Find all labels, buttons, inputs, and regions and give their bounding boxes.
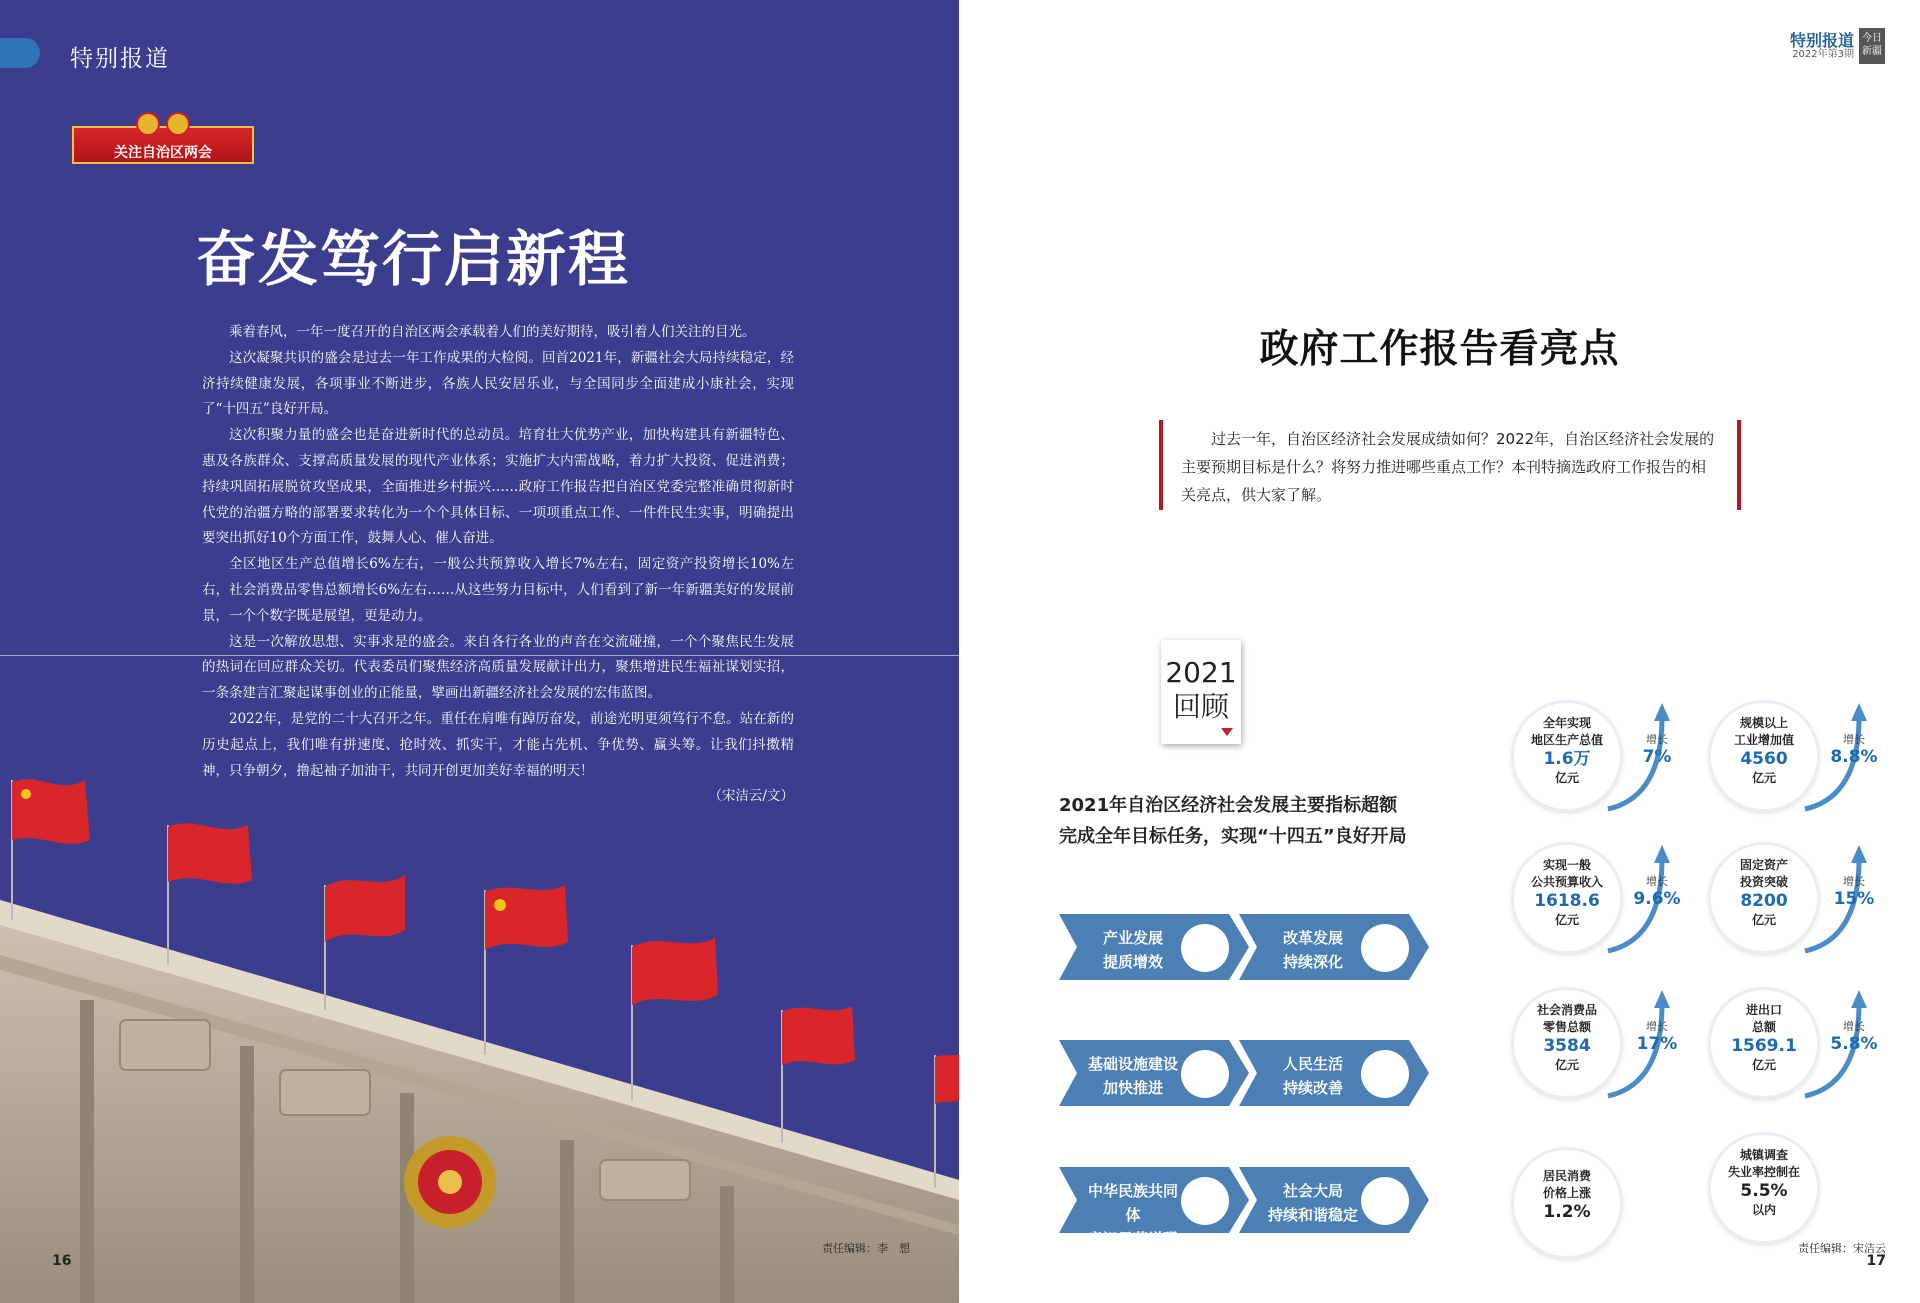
- editor-credit: 责任编辑：李 想: [822, 1242, 910, 1255]
- stat-label: 工业增加值: [1733, 733, 1794, 747]
- issue-number: 2022年第3期: [1792, 48, 1854, 60]
- wallet-icon: [1361, 1050, 1409, 1098]
- unemployment-stat: [1711, 1135, 1817, 1241]
- article-title: 奋发笃行启新程: [196, 225, 630, 295]
- cppcc-emblem-icon: [166, 112, 190, 136]
- chevron-line: 持续深化: [1282, 953, 1343, 971]
- section-heading: 特别报道: [70, 46, 170, 72]
- growth-label: 增长: [1646, 875, 1668, 888]
- growth-rate: [1824, 733, 1884, 767]
- stat-value: 3584: [1543, 1036, 1591, 1056]
- stat-label: 进出口: [1745, 1003, 1782, 1017]
- chevron-line: 社会大局: [1282, 1182, 1343, 1200]
- growth-label: 增长: [1646, 733, 1668, 746]
- chevron-line: 提质增效: [1102, 953, 1163, 971]
- stat-unit: 以内: [1751, 1203, 1776, 1217]
- paragraph: 2022年，是党的二十大召开之年。重任在肩唯有踔厉奋发，前途光明更须笃行不怠。站在新的历史起点上，我们唯有拼速度、抢时效、抓实干，才能占先机、争优势、赢头筹。让我们抖擞精神，只争朝夕，撸起袖子加油干，共同开创更加美好幸福的明天！: [202, 710, 794, 779]
- paragraph: 这次凝聚共识的盛会是过去一年工作成果的大检阅。回首2021年，新疆社会大局持续稳定，经济持续健康发展，各项事业不断进步，各族人民安居乐业，与全国同步全面建成小康社会，实现了“十四五”良好开局。: [202, 349, 794, 418]
- growth-value: 9.6%: [1633, 889, 1681, 909]
- stat-unit: 亿元: [1554, 1058, 1579, 1072]
- goal-chevron: [1239, 914, 1429, 980]
- stat-label: 居民消费: [1542, 1169, 1591, 1183]
- cycle-arrows-icon: [1181, 1050, 1229, 1098]
- stat-value: 1.2%: [1543, 1202, 1591, 1222]
- growth-rate: [1824, 875, 1884, 909]
- editor-credit: 责任编辑：宋洁云: [1798, 1242, 1886, 1255]
- running-header: [1790, 28, 1885, 64]
- review-year: 2021: [1165, 656, 1237, 689]
- chevron-line: 持续和谐稳定: [1267, 1206, 1358, 1224]
- paragraph: 乘着春风，一年一度召开的自治区两会承载着人们的美好期待，吸引着人们关注的目光。: [229, 324, 756, 340]
- stat-label: 地区生产总值: [1530, 733, 1603, 747]
- gears-icon: [1361, 924, 1409, 972]
- magazine-logo: [1859, 28, 1885, 64]
- stat-value: 8200: [1740, 891, 1788, 911]
- stat-label: 价格上涨: [1542, 1186, 1591, 1200]
- goal-chevron: [1239, 1040, 1429, 1106]
- intro-text: 过去一年，自治区经济社会发展成绩如何？2022年，自治区经济社会发展的主要预期目标是什么？将努力推进哪些重点工作？本刊特摘选政府工作报告的相关亮点，供大家了解。: [1181, 430, 1715, 504]
- great-hall-flags-photo: [0, 720, 959, 1303]
- stat-label: 投资突破: [1739, 875, 1788, 889]
- growth-label: 增长: [1843, 875, 1865, 888]
- lock-icon: [1361, 1177, 1409, 1225]
- stat-unit: 亿元: [1554, 771, 1579, 785]
- right-page: [959, 0, 1920, 1303]
- growth-value: 8.8%: [1830, 747, 1878, 767]
- stat-label: 全年实现: [1542, 716, 1591, 730]
- stat-label: 实现一般: [1542, 858, 1591, 872]
- stat-label: 城镇调查: [1739, 1148, 1788, 1162]
- stat-unit: 亿元: [1751, 771, 1776, 785]
- chevron-line: 加快推进: [1102, 1079, 1163, 1097]
- left-page: [0, 0, 959, 1303]
- growth-value: 5.8%: [1830, 1034, 1878, 1054]
- growth-label: 增长: [1843, 1020, 1865, 1033]
- logo-line: 新疆: [1862, 46, 1882, 57]
- stat-value: 4560: [1740, 749, 1788, 769]
- growth-value: 7%: [1642, 747, 1672, 767]
- growth-value: 15%: [1833, 889, 1875, 909]
- topic-badge-label: 关注自治区两会: [114, 145, 212, 161]
- national-emblem-icon: [136, 112, 160, 136]
- stat-value: 5.5%: [1740, 1181, 1788, 1201]
- summary-text: [1059, 790, 1439, 852]
- growth-rate: [1627, 733, 1687, 767]
- divider-line: [0, 655, 959, 656]
- stat-label: 零售总额: [1542, 1020, 1591, 1034]
- intro-box: [1159, 420, 1741, 510]
- cpi-stat: [1514, 1150, 1620, 1256]
- goal-chevron: [1059, 1167, 1249, 1248]
- goal-chevron: [1059, 1040, 1249, 1106]
- stat-label: 公共预算收入: [1530, 875, 1603, 889]
- logo-line: 今日: [1862, 33, 1882, 44]
- column-name: 特别报道: [1789, 30, 1854, 50]
- review-card: [1161, 640, 1241, 744]
- chevron-line: 中华民族共同体: [1087, 1182, 1178, 1224]
- paragraph: 这是一次解放思想、实事求是的盛会。来自各行各业的声音在交流碰撞，一个个聚焦民生发展的热词在回应群众关切。代表委员们聚焦经济高质量发展献计出力，聚焦增进民生福祉谋划实招，一条条建言汇聚起谋事创业的正能量，擘画出新疆经济社会发展的宏伟蓝图。: [202, 633, 794, 702]
- chevron-line: 基础设施建设: [1087, 1055, 1178, 1073]
- stat-unit: 亿元: [1751, 913, 1776, 927]
- growth-rate: [1824, 1020, 1884, 1054]
- page-number: 16: [52, 1253, 72, 1269]
- section-tab-marker: [0, 38, 40, 68]
- growth-label: 增长: [1843, 733, 1865, 746]
- stat-unit: 亿元: [1554, 913, 1579, 927]
- chevron-line: 改革发展: [1282, 929, 1343, 947]
- paragraph: 全区地区生产总值增长6%左右，一般公共预算收入增长7%左右，固定资产投资增长10%左右，社会消费品零售总额增长6%左右……从这些努力目标中，人们看到了新一年新疆美好的发展前景，一个个数字既是展望，更是动力。: [202, 556, 794, 624]
- stat-label: 规模以上: [1739, 716, 1788, 730]
- summary-line: 完成全年目标任务，实现“十四五”良好开局: [1059, 826, 1407, 847]
- page-number: 17: [1866, 1253, 1886, 1269]
- paragraph: 这次积聚力量的盛会也是奋进新时代的总动员。培育壮大优势产业，加快构建具有新疆特色、惠及各族群众、支撑高质量发展的现代产业体系；实施扩大内需战略，着力扩大投资、促进消费；持续巩固拓展脱贫攻坚成果，全面推进乡村振兴……政府工作报告把自治区党委完整准确贯彻新时代党的治疆方略的部署要求转化为一个个具体目标、一项项重点工作、一件件民生实事，明确提出要突出抓好10个方面工作，鼓舞人心、催人奋进。: [202, 427, 794, 547]
- people-icon: [1181, 1177, 1229, 1225]
- goal-chevron: [1239, 1167, 1429, 1233]
- stat-value: 1569.1: [1731, 1036, 1797, 1056]
- stat-label: 失业率控制在: [1727, 1165, 1800, 1179]
- growth-label: 增长: [1646, 1020, 1668, 1033]
- goal-chevron: [1059, 914, 1249, 980]
- building-icon: [1181, 924, 1229, 972]
- chevron-line: 持续改善: [1282, 1079, 1343, 1097]
- growth-rate: [1627, 1020, 1687, 1054]
- stat-value: 1618.6: [1534, 891, 1600, 911]
- review-label: 回顾: [1172, 690, 1229, 723]
- growth-rate: [1627, 875, 1687, 909]
- report-title: 政府工作报告看亮点: [1259, 327, 1620, 372]
- stat-label: 社会消费品: [1536, 1003, 1597, 1017]
- stat-unit: 亿元: [1751, 1058, 1776, 1072]
- growth-value: 17%: [1636, 1034, 1678, 1054]
- stat-value: 1.6万: [1543, 749, 1591, 769]
- byline: （宋洁云/文）: [708, 788, 794, 805]
- stat-label: 总额: [1751, 1020, 1776, 1034]
- chevron-line: 人民生活: [1282, 1055, 1343, 1073]
- chevron-line: 产业发展: [1102, 929, 1163, 947]
- topic-badge: [72, 126, 254, 164]
- triangle-marker-icon: [1221, 728, 1233, 736]
- stat-label: 固定资产: [1739, 858, 1788, 872]
- chevron-line: 意识显著增强: [1087, 1230, 1178, 1248]
- summary-line: 2021年自治区经济社会发展主要指标超额: [1059, 795, 1398, 816]
